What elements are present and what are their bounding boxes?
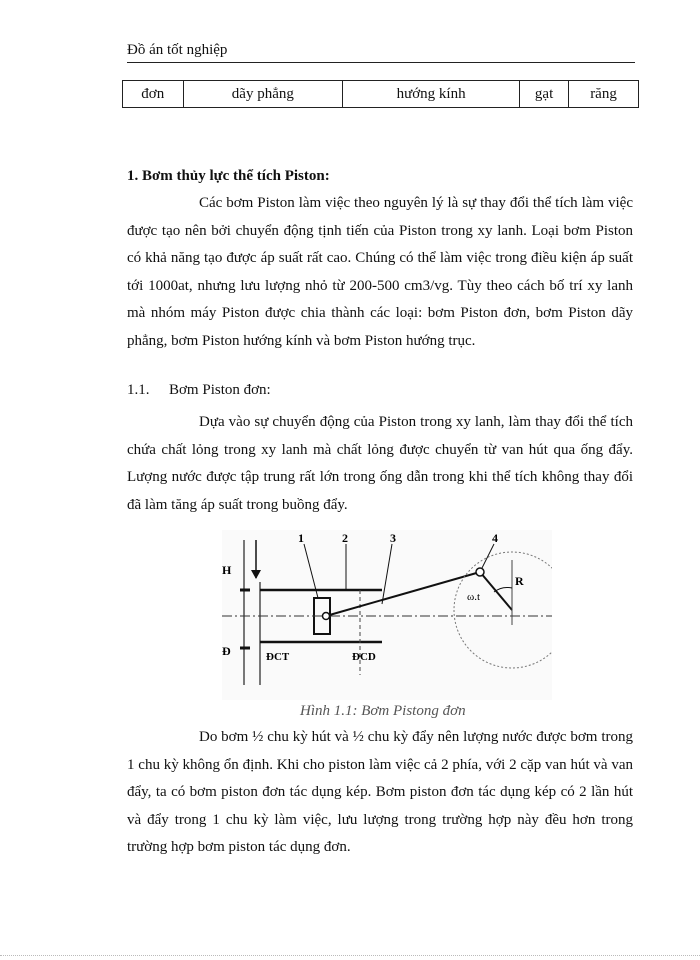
label-2: 2 bbox=[342, 531, 348, 545]
page-header: Đồ án tốt nghiệp bbox=[127, 42, 635, 63]
piston-pin bbox=[323, 613, 330, 620]
section-heading: 1. Bơm thủy lực thể tích Piston: bbox=[127, 168, 330, 184]
section-paragraph-text: Các bơm Piston làm việc theo nguyên lý là sự thay đổi thể tích làm việc được tạo nên bởi chuyển động tịnh tiến của Piston trong xy lanh. Loại bơm Piston có khả năng tạo được áp suất rất cao. Chúng có thể làm việc trong điều kiện áp suất tới 1000at, nhưng lưu lượng nhỏ từ 200-500 cm3/vg. Tùy theo cách bố trí xy lanh mà nhóm máy Piston được chia thành các loại: bơm Piston đơn, bơm Piston dãy phẳng, bơm Piston hướng kính và bơm Piston hướng trục. bbox=[127, 195, 633, 349]
label-r: R bbox=[515, 574, 524, 588]
closing-paragraph-text: Do bơm ½ chu kỳ hút và ½ chu kỳ đẩy nên lượng nước được bơm trong 1 chu kỳ không ổn định. Khi cho piston làm việc cả 2 phía, với 2 cặp van hút và van đẩy, ta có bơm piston đơn tác dụng kép. Bơm piston đơn tác dụng kép có 2 lần hút và đẩy trong 1 chu kỳ làm việc, lưu lượng trong trường hợp này đều hơn trong trường hợp bơm piston tác dụng đơn. bbox=[127, 729, 633, 855]
figure-caption: Hình 1.1: Bơm Pistong đơn bbox=[300, 703, 466, 719]
label-3: 3 bbox=[390, 531, 396, 545]
crank-pin bbox=[476, 568, 484, 576]
table-cell: đơn bbox=[123, 81, 184, 108]
subsection-title: Bơm Piston đơn: bbox=[169, 382, 271, 398]
table-cell: răng bbox=[569, 81, 639, 108]
label-1: 1 bbox=[298, 531, 304, 545]
table-row bbox=[123, 81, 639, 108]
section-paragraph bbox=[127, 190, 633, 355]
label-dcd: ĐCD bbox=[352, 651, 376, 663]
subsection-paragraph bbox=[127, 409, 633, 519]
label-d: Đ bbox=[222, 644, 231, 658]
pump-types-table bbox=[122, 80, 639, 108]
label-h: H bbox=[222, 563, 232, 577]
diagram-background bbox=[222, 530, 552, 700]
subsection-heading bbox=[127, 382, 271, 399]
table-cell: dãy phẳng bbox=[183, 81, 343, 108]
label-dct: ĐCT bbox=[266, 651, 290, 663]
subsection-paragraph-text: Dựa vào sự chuyển động của Piston trong xy lanh, làm thay đổi thể tích chứa chất lỏng trong xy lanh mà chất lỏng được chuyển từ van hút qua ống đẩy. Lượng nước được tập trung rất lớn trong ống dẫn trong khi thể tích không thay đổi đã làm tăng áp suất trong buồng đẩy. bbox=[127, 414, 633, 513]
label-4: 4 bbox=[492, 531, 498, 545]
table-cell: hướng kính bbox=[343, 81, 520, 108]
label-omega: ω.t bbox=[467, 591, 481, 603]
piston-pump-svg bbox=[222, 530, 552, 700]
closing-paragraph bbox=[127, 724, 633, 862]
table-cell: gạt bbox=[520, 81, 569, 108]
subsection-number: 1.1. bbox=[127, 382, 150, 398]
page-bottom-divider bbox=[0, 955, 700, 956]
piston-pump-diagram bbox=[222, 530, 552, 700]
